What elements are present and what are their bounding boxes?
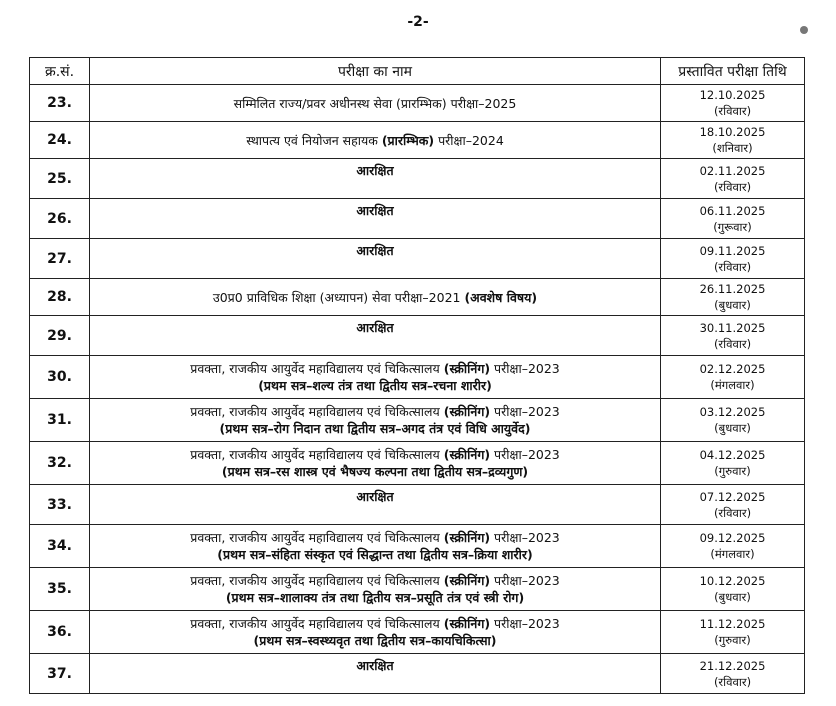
serial-cell: 35. xyxy=(30,568,90,611)
table-row xyxy=(30,122,805,159)
exam-name-cell: आरक्षित xyxy=(90,654,661,694)
date-cell: 09.12.2025 (मंगलवार) xyxy=(661,525,805,568)
exam-name-cell: आरक्षित xyxy=(90,239,661,279)
date-cell: 02.11.2025 (रविवार) xyxy=(661,159,805,199)
table-row xyxy=(30,611,805,654)
serial-cell: 29. xyxy=(30,316,90,356)
table-row xyxy=(30,85,805,122)
date-cell: 26.11.2025 (बुधवार) xyxy=(661,279,805,316)
serial-cell: 37. xyxy=(30,654,90,694)
date-cell: 12.10.2025 (रविवार) xyxy=(661,85,805,122)
date-cell: 10.12.2025 (बुधवार) xyxy=(661,568,805,611)
date-cell: 18.10.2025 (शनिवार) xyxy=(661,122,805,159)
exam-name-cell: प्रवक्ता, राजकीय आयुर्वेद महाविद्यालय एवं चिकित्सालय (स्क्रीनिंग) परीक्षा–2023 (प्रथम सत्र–रस शास्त्र एवं भैषज्य कल्पना तथा द्वितीय सत्र–द्रव्यगुण) xyxy=(90,442,661,485)
exam-schedule-table xyxy=(29,57,805,694)
table-row xyxy=(30,568,805,611)
exam-name-cell: प्रवक्ता, राजकीय आयुर्वेद महाविद्यालय एवं चिकित्सालय (स्क्रीनिंग) परीक्षा–2023 (प्रथम सत्र–शालाक्य तंत्र तथा द्वितीय सत्र–प्रसूति तंत्र एवं स्त्री रोग) xyxy=(90,568,661,611)
serial-cell: 32. xyxy=(30,442,90,485)
table-row xyxy=(30,199,805,239)
date-cell: 02.12.2025 (मंगलवार) xyxy=(661,356,805,399)
date-cell: 03.12.2025 (बुधवार) xyxy=(661,399,805,442)
exam-name-cell: आरक्षित xyxy=(90,485,661,525)
table-row xyxy=(30,159,805,199)
exam-name-cell: आरक्षित xyxy=(90,199,661,239)
table-row xyxy=(30,654,805,694)
table-header-row xyxy=(30,58,805,85)
exam-name-cell: उ0प्र0 प्राविधिक शिक्षा (अध्यापन) सेवा परीक्षा–2021 (अवशेष विषय) xyxy=(90,279,661,316)
serial-cell: 36. xyxy=(30,611,90,654)
table-row xyxy=(30,442,805,485)
serial-cell: 24. xyxy=(30,122,90,159)
date-cell: 06.11.2025 (गुरूवार) xyxy=(661,199,805,239)
exam-name-cell: प्रवक्ता, राजकीय आयुर्वेद महाविद्यालय एवं चिकित्सालय (स्क्रीनिंग) परीक्षा–2023 (प्रथम सत्र–रोग निदान तथा द्वितीय सत्र–अगद तंत्र एवं विधि आयुर्वेद) xyxy=(90,399,661,442)
table-row xyxy=(30,279,805,316)
serial-cell: 26. xyxy=(30,199,90,239)
date-cell: 30.11.2025 (रविवार) xyxy=(661,316,805,356)
table-row xyxy=(30,356,805,399)
page-number: -2- xyxy=(407,14,429,30)
serial-cell: 27. xyxy=(30,239,90,279)
serial-cell: 23. xyxy=(30,85,90,122)
table-row xyxy=(30,525,805,568)
table-row xyxy=(30,239,805,279)
exam-name-cell: स्थापत्य एवं नियोजन सहायक (प्रारम्भिक) परीक्षा–2024 xyxy=(90,122,661,159)
serial-cell: 28. xyxy=(30,279,90,316)
exam-name-cell: प्रवक्ता, राजकीय आयुर्वेद महाविद्यालय एवं चिकित्सालय (स्क्रीनिंग) परीक्षा–2023 (प्रथम सत्र–शल्य तंत्र तथा द्वितीय सत्र–रचना शारीर) xyxy=(90,356,661,399)
serial-cell: 34. xyxy=(30,525,90,568)
header-serial: क्र.सं. xyxy=(30,58,90,85)
table-row xyxy=(30,485,805,525)
header-date: प्रस्तावित परीक्षा तिथि xyxy=(661,58,805,85)
exam-name-cell: सम्मिलित राज्य/प्रवर अधीनस्थ सेवा (प्रारम्भिक) परीक्षा–2025 xyxy=(90,85,661,122)
date-cell: 04.12.2025 (गुरुवार) xyxy=(661,442,805,485)
date-cell: 21.12.2025 (रविवार) xyxy=(661,654,805,694)
serial-cell: 25. xyxy=(30,159,90,199)
date-cell: 07.12.2025 (रविवार) xyxy=(661,485,805,525)
exam-name-cell: आरक्षित xyxy=(90,316,661,356)
exam-name-cell: आरक्षित xyxy=(90,159,661,199)
header-exam-name: परीक्षा का नाम xyxy=(90,58,661,85)
serial-cell: 33. xyxy=(30,485,90,525)
table-row xyxy=(30,316,805,356)
date-cell: 09.11.2025 (रविवार) xyxy=(661,239,805,279)
serial-cell: 30. xyxy=(30,356,90,399)
table-row xyxy=(30,399,805,442)
scan-speck xyxy=(800,26,808,34)
exam-name-cell: प्रवक्ता, राजकीय आयुर्वेद महाविद्यालय एवं चिकित्सालय (स्क्रीनिंग) परीक्षा–2023 (प्रथम सत्र–संहिता संस्कृत एवं सिद्धान्त तथा द्वितीय सत्र–क्रिया शारीर) xyxy=(90,525,661,568)
exam-name-cell: प्रवक्ता, राजकीय आयुर्वेद महाविद्यालय एवं चिकित्सालय (स्क्रीनिंग) परीक्षा–2023 (प्रथम सत्र–स्वस्थ्यवृत तथा द्वितीय सत्र–कायचिकित्सा) xyxy=(90,611,661,654)
serial-cell: 31. xyxy=(30,399,90,442)
date-cell: 11.12.2025 (गुरुवार) xyxy=(661,611,805,654)
